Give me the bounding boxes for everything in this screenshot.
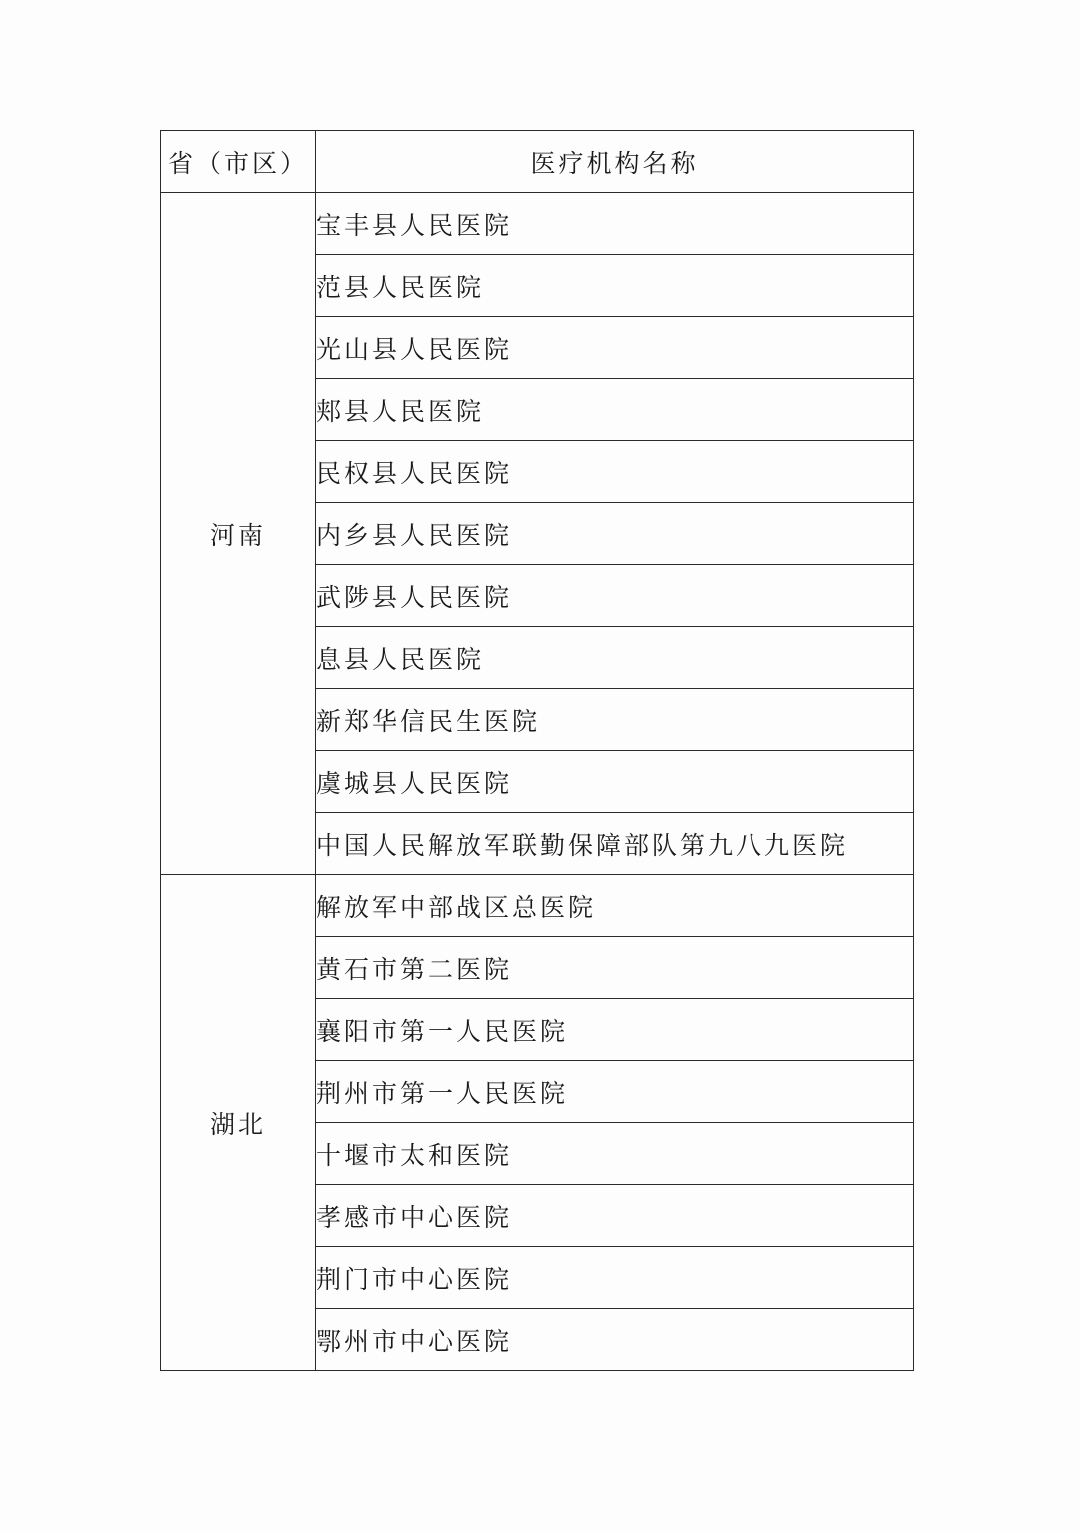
hospital-name: 新郑华信民生医院 — [316, 689, 914, 751]
hospital-name: 宝丰县人民医院 — [316, 193, 914, 255]
hospital-name: 襄阳市第一人民医院 — [316, 999, 914, 1061]
hospital-name: 荆州市第一人民医院 — [316, 1061, 914, 1123]
header-institution: 医疗机构名称 — [316, 131, 914, 193]
hospital-name: 武陟县人民医院 — [316, 565, 914, 627]
hospital-name: 中国人民解放军联勤保障部队第九八九医院 — [316, 813, 914, 875]
header-province: 省（市区） — [161, 131, 316, 193]
hospital-name: 鄂州市中心医院 — [316, 1309, 914, 1371]
table-header-row — [161, 131, 914, 193]
province-cell: 河南 — [161, 193, 316, 875]
hospital-name: 十堰市太和医院 — [316, 1123, 914, 1185]
province-cell: 湖北 — [161, 875, 316, 1371]
hospital-name: 虞城县人民医院 — [316, 751, 914, 813]
table-row — [161, 875, 914, 937]
table-row — [161, 193, 914, 255]
hospital-name: 民权县人民医院 — [316, 441, 914, 503]
hospital-name: 内乡县人民医院 — [316, 503, 914, 565]
hospital-name: 郏县人民医院 — [316, 379, 914, 441]
hospital-name: 荆门市中心医院 — [316, 1247, 914, 1309]
hospital-name: 黄石市第二医院 — [316, 937, 914, 999]
hospital-name: 范县人民医院 — [316, 255, 914, 317]
hospital-name: 光山县人民医院 — [316, 317, 914, 379]
hospital-table — [160, 130, 914, 1371]
hospital-name: 息县人民医院 — [316, 627, 914, 689]
hospital-name: 解放军中部战区总医院 — [316, 875, 914, 937]
hospital-name: 孝感市中心医院 — [316, 1185, 914, 1247]
